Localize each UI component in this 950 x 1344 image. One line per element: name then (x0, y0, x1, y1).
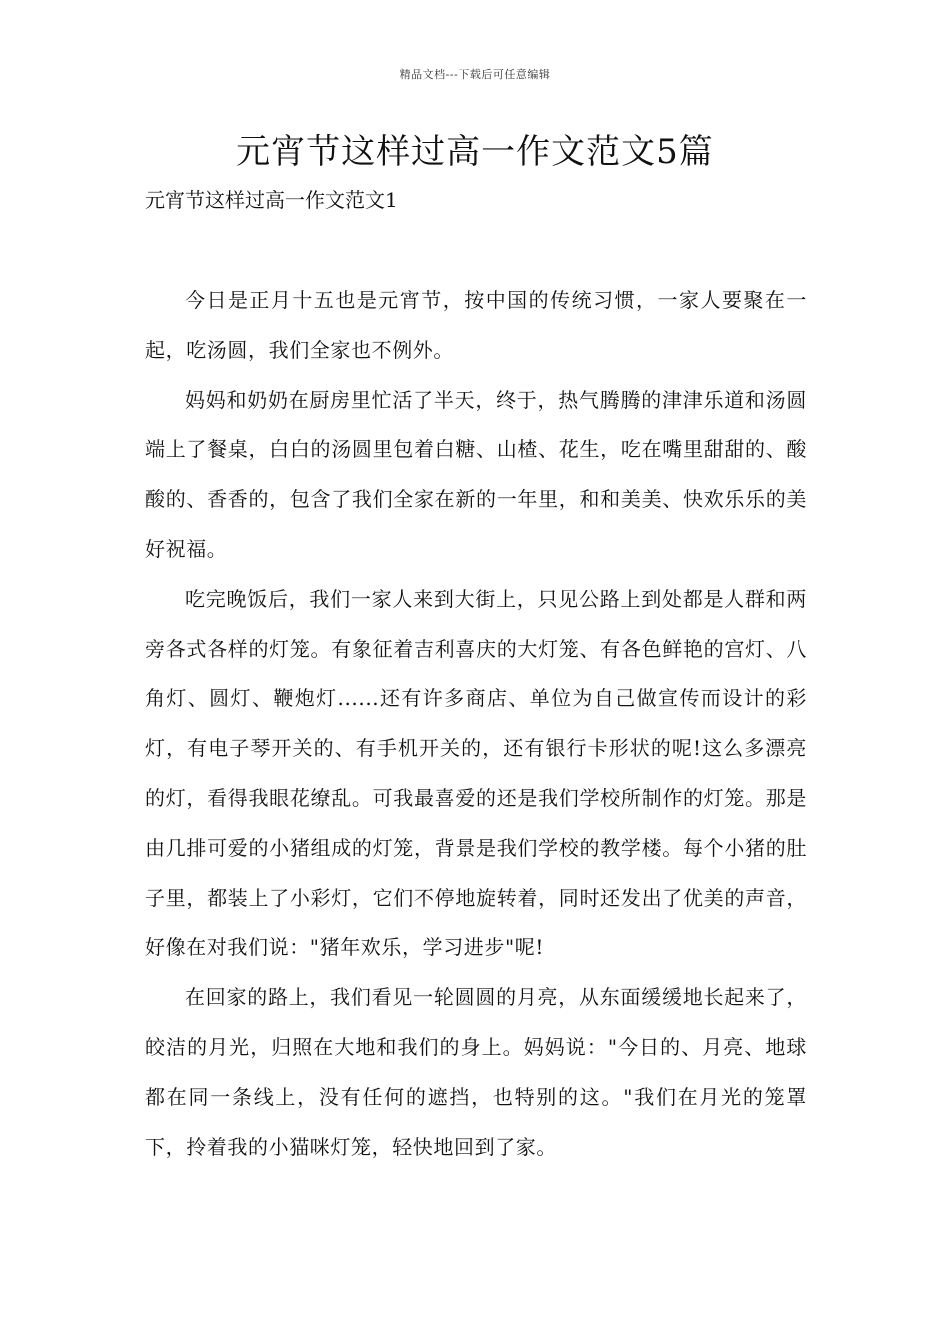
section-heading: 元宵节这样过高一作文范文1 (145, 188, 398, 212)
paragraph-2: 妈妈和奶奶在厨房里忙活了半天，终于，热气腾腾的津津乐道和汤圆端上了餐桌，白白的汤圆里包着白糖、山楂、花生，吃在嘴里甜甜的、酸酸的、香香的，包含了我们全家在新的一年里，和和美美、快欢乐乐的美好祝福。 (145, 387, 807, 561)
paragraph-4: 在回家的路上，我们看见一轮圆圆的月亮，从东面缓缓地长起来了，皎洁的月光，归照在大地和我们的身上。妈妈说："今日的、月亮、地球都在同一条线上，没有任何的遮挡，也特别的这。"我们在月光的笼罩下，拎着我的小猫咪灯笼，轻快地回到了家。 (145, 985, 807, 1159)
paragraph-1: 今日是正月十五也是元宵节，按中国的传统习惯，一家人要聚在一起，吃汤圆，我们全家也不例外。 (145, 288, 807, 362)
document-title: 元宵节这样过高一作文范文5篇 (236, 132, 714, 172)
header-note: 精品文档---下载后可任意编辑 (399, 68, 551, 81)
essay-body (145, 276, 807, 1172)
paragraph-3: 吃完晚饭后，我们一家人来到大街上，只见公路上到处都是人群和两旁各式各样的灯笼。有象征着吉利喜庆的大灯笼、有各色鲜艳的宫灯、八角灯、圆灯、鞭炮灯......还有许多商店、单位为自己做宣传而设计的彩灯，有电子琴开关的、有手机开关的，还有银行卡形状的呢!这么多漂亮的灯，看得我眼花缭乱。可我最喜爱的还是我们学校所制作的灯笼。那是由几排可爱的小猪组成的灯笼，背景是我们学校的教学楼。每个小猪的肚子里，都装上了小彩灯，它们不停地旋转着，同时还发出了优美的声音，好像在对我们说："猪年欢乐，学习进步"呢! (145, 586, 807, 960)
